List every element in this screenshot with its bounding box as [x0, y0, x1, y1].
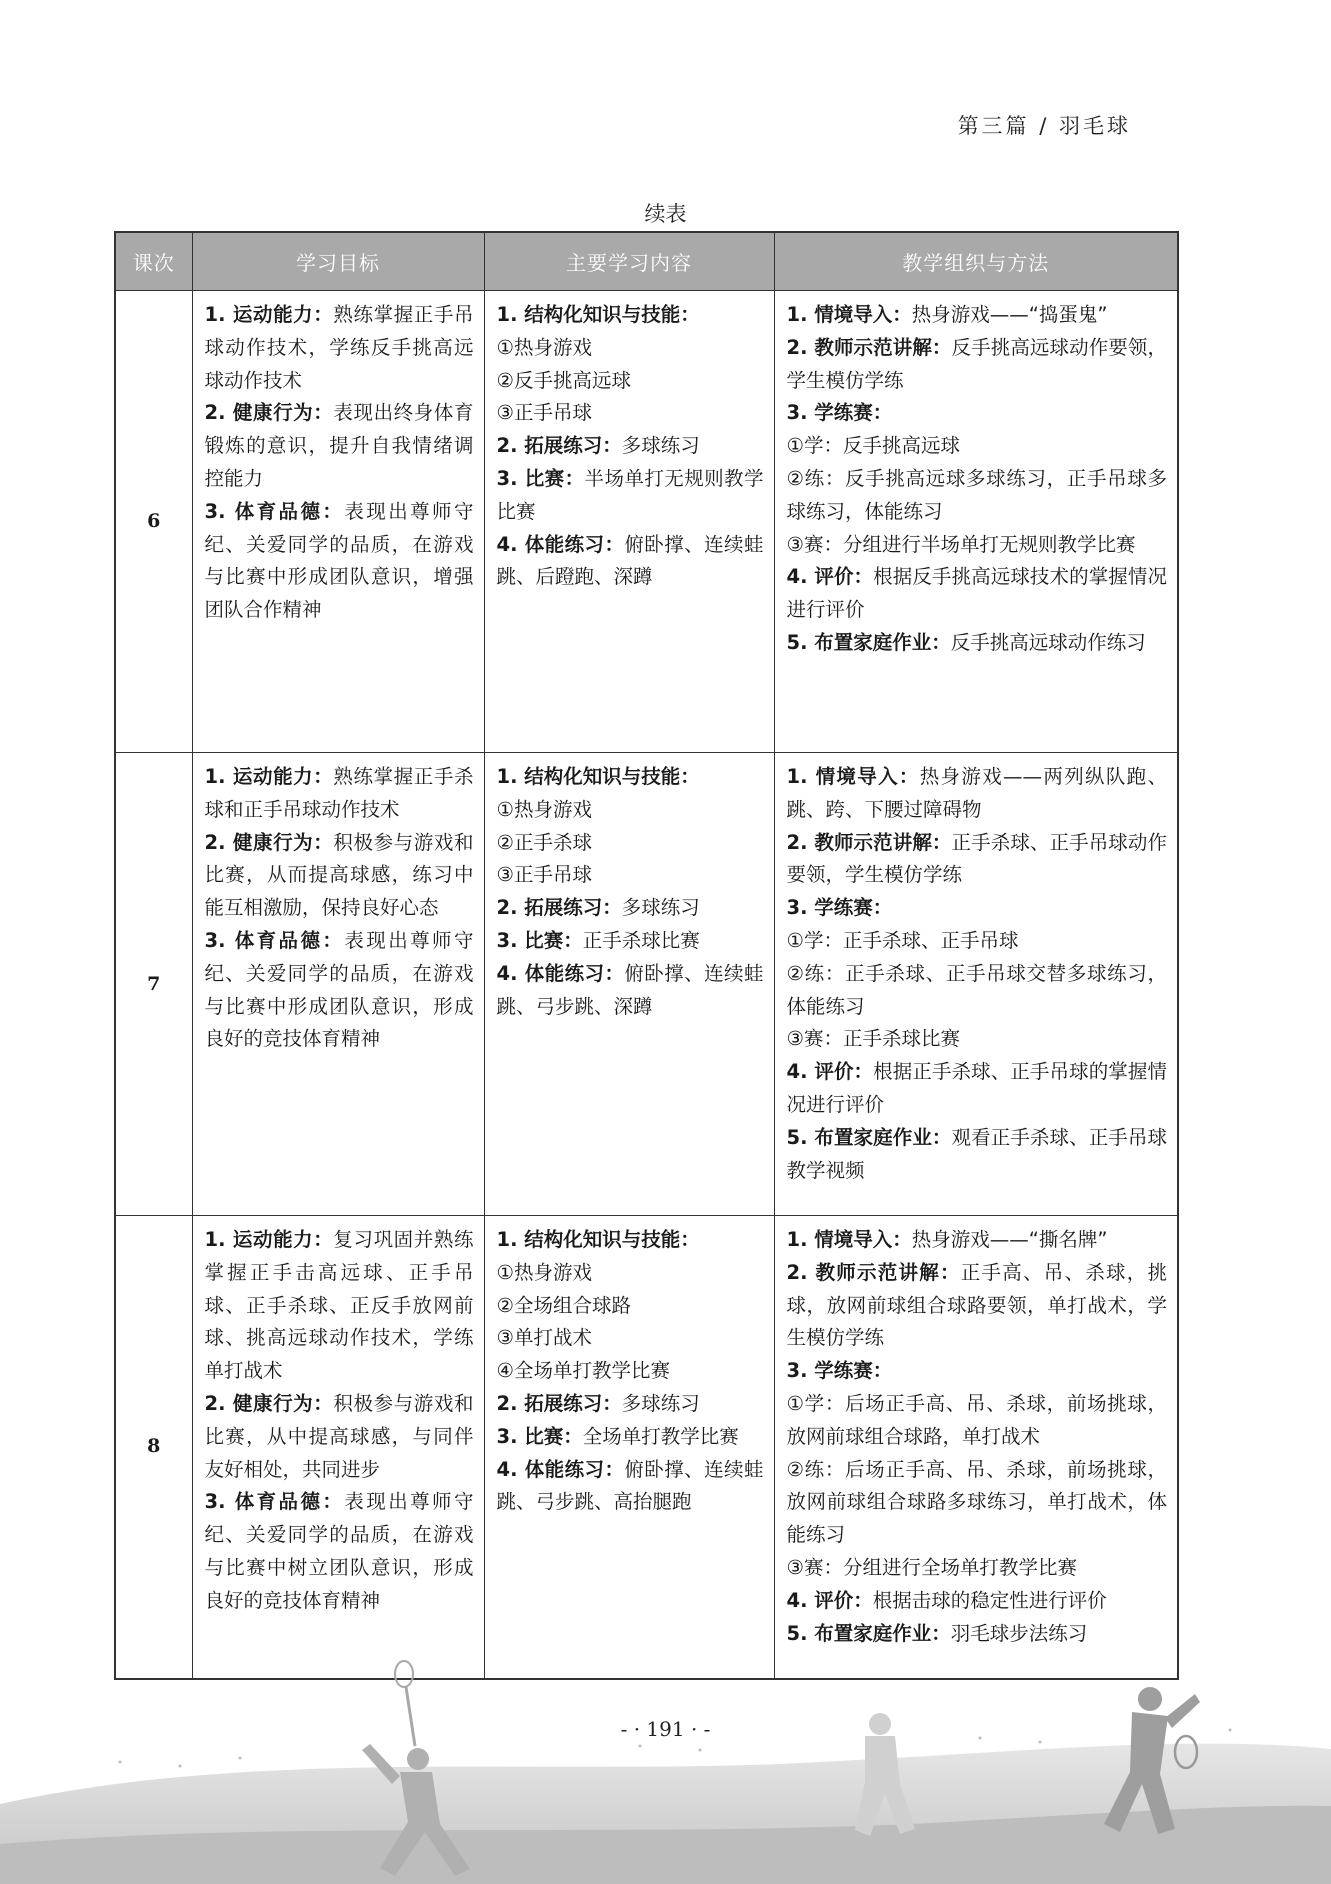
- content-item: [497, 529, 764, 595]
- methods-item-label: 4. 评价：: [786, 565, 874, 589]
- goals-item-label: 1. 运动能力：: [204, 765, 334, 788]
- methods-item-text: ③赛：分组进行半场单打无规则教学比赛: [786, 532, 1136, 556]
- content-item: [497, 332, 764, 365]
- methods-item: [787, 1122, 1168, 1188]
- goals-item-label: 1. 运动能力：: [204, 303, 334, 326]
- content-cell: [484, 753, 774, 1216]
- methods-item-label: 3. 学练赛：: [786, 896, 893, 920]
- content-item-label: 4. 体能练习：: [496, 532, 625, 556]
- goals-item-text: 表现出尊师守纪、关爱同学的品质，在游戏与比赛中树立团队意识，形成良好的竞技体育精神: [204, 1490, 474, 1612]
- methods-item-text: 根据正手杀球、正手吊球的掌握情况进行评价: [786, 1060, 1167, 1116]
- methods-item: [787, 397, 1168, 430]
- methods-item-label: 2. 教师示范讲解：: [786, 1260, 961, 1284]
- goals-item: [205, 299, 474, 397]
- goals-item: [205, 761, 474, 827]
- content-item: [497, 925, 764, 958]
- methods-item-text: ③赛：分组进行全场单打教学比赛: [786, 1555, 1077, 1579]
- methods-item-text: ②练：后场正手高、吊、杀球，前场挑球，放网前球组合球路多球练习，单打战术，体能练习: [786, 1457, 1167, 1547]
- content-item-label: 3. 比赛：: [496, 928, 583, 952]
- methods-item: [787, 1224, 1168, 1257]
- methods-item-label: 4. 评价：: [786, 1060, 874, 1084]
- content-item: [497, 1388, 764, 1421]
- methods-item: [787, 1552, 1168, 1585]
- content-item: [497, 430, 764, 463]
- content-item: [497, 463, 764, 529]
- content-item-label: 1. 结构化知识与技能：: [496, 1228, 700, 1251]
- methods-item-text: ③赛：正手杀球比赛: [786, 1027, 960, 1051]
- methods-item: [787, 892, 1168, 925]
- goals-cell: [192, 1216, 484, 1679]
- goals-item-text: 复习巩固并熟练掌握正手击高远球、正手吊球、正手杀球、正反手放网前球、挑高远球动作技术，学练单打战术: [204, 1228, 474, 1383]
- methods-item: [787, 463, 1168, 529]
- methods-item-text: 反手挑高远球动作要领，学生模仿学练: [786, 335, 1167, 392]
- content-item-text: 多球练习: [621, 896, 700, 920]
- content-item-text: 俯卧撑、连续蛙跳、弓步跳、深蹲: [496, 961, 764, 1018]
- methods-item: [787, 827, 1168, 893]
- methods-item: [787, 332, 1168, 398]
- lesson-number: 7: [115, 753, 192, 1216]
- content-item: [497, 1224, 764, 1257]
- goals-item: [205, 397, 474, 495]
- methods-item: [787, 627, 1168, 660]
- goals-cell: [192, 291, 484, 753]
- content-item-label: 3. 比赛：: [496, 466, 585, 490]
- methods-item-label: 5. 布置家庭作业：: [786, 630, 951, 654]
- methods-item-label: 4. 评价：: [786, 1588, 873, 1612]
- content-item-label: 1. 结构化知识与技能：: [496, 303, 700, 326]
- content-item-text: ①热身游戏: [496, 1260, 592, 1284]
- methods-item-label: 3. 学练赛：: [786, 1359, 893, 1383]
- content-item: [497, 859, 764, 892]
- goals-item-text: 表现出终身体育锻炼的意识，提升自我情绪调控能力: [204, 401, 474, 490]
- methods-item-text: 根据反手挑高远球技术的掌握情况进行评价: [786, 565, 1167, 622]
- table-row: [115, 291, 1178, 753]
- methods-item-text: ②练：正手杀球、正手吊球交替多球练习，体能练习: [786, 961, 1167, 1018]
- header-lesson: 课次: [115, 232, 192, 291]
- content-item: [497, 827, 764, 860]
- header-content: 主要学习内容: [484, 232, 774, 291]
- methods-item: [787, 529, 1168, 562]
- content-item-text: ①热身游戏: [496, 797, 592, 821]
- content-item-label: 2. 拓展练习：: [496, 1391, 622, 1415]
- methods-item-text: 热身游戏——“捣蛋鬼”: [911, 303, 1108, 326]
- methods-item-text: 热身游戏——两列纵队跑、跳、跨、下腰过障碍物: [786, 765, 1167, 821]
- page-number: - · 191 · -: [620, 1717, 711, 1741]
- methods-cell: [774, 753, 1178, 1216]
- methods-item: [787, 1355, 1168, 1388]
- goals-item: [205, 1388, 474, 1486]
- content-item-text: 多球练习: [621, 434, 700, 458]
- goals-item-text: 积极参与游戏和比赛，从而提高球感，练习中能互相激励，保持良好心态: [204, 830, 474, 920]
- methods-cell: [774, 1216, 1178, 1679]
- header-goals: 学习目标: [192, 232, 484, 291]
- content-item-text: 俯卧撑、连续蛙跳、弓步跳、高抬腿跑: [496, 1457, 764, 1514]
- methods-item-label: 2. 教师示范讲解：: [786, 830, 952, 854]
- methods-item: [787, 1023, 1168, 1056]
- content-item-text: ②反手挑高远球: [496, 368, 631, 392]
- methods-item-label: 5. 布置家庭作业：: [786, 1125, 952, 1149]
- methods-item-text: 根据击球的稳定性进行评价: [872, 1588, 1107, 1612]
- goals-item: [205, 1224, 474, 1388]
- content-item: [497, 365, 764, 398]
- methods-item-text: 正手高、吊、杀球，挑球，放网前球组合球路要领，单打战术，学生模仿学练: [786, 1260, 1167, 1350]
- methods-item-label: 1. 情境导入：: [786, 303, 912, 326]
- content-item-text: ②全场组合球路: [496, 1293, 631, 1317]
- content-item-text: 俯卧撑、连续蛙跳、后蹬跑、深蹲: [496, 532, 764, 589]
- content-item: [497, 1421, 764, 1454]
- table-header-row: [115, 232, 1178, 291]
- goals-item-label: 3. 体育品德：: [204, 499, 345, 523]
- content-item-label: 1. 结构化知识与技能：: [496, 765, 700, 788]
- methods-item-text: 羽毛球步法练习: [950, 1621, 1088, 1645]
- content-item: [497, 1355, 764, 1388]
- methods-item-label: 2. 教师示范讲解：: [786, 335, 952, 359]
- goals-item-text: 熟练掌握正手杀球和正手吊球动作技术: [204, 765, 474, 821]
- methods-item: [787, 1056, 1168, 1122]
- lesson-plan-table: [114, 231, 1179, 1680]
- table-caption: 续表: [644, 202, 687, 226]
- content-item-text: 全场单打教学比赛: [582, 1424, 739, 1448]
- goals-item: [205, 496, 474, 627]
- content-item-text: ③正手吊球: [496, 401, 592, 425]
- content-item: [497, 397, 764, 430]
- methods-item-text: 热身游戏——“撕名牌”: [911, 1228, 1108, 1251]
- content-item-text: 正手杀球比赛: [582, 928, 700, 952]
- methods-cell: [774, 291, 1178, 753]
- content-item: [497, 794, 764, 827]
- goals-item: [205, 827, 474, 925]
- goals-item-label: 2. 健康行为：: [204, 830, 334, 854]
- content-item: [497, 958, 764, 1024]
- content-item: [497, 299, 764, 332]
- methods-item-text: ①学：后场正手高、吊、杀球，前场挑球，放网前球组合球路，单打战术: [786, 1391, 1167, 1448]
- goals-item-text: 表现出尊师守纪、关爱同学的品质，在游戏与比赛中形成团队意识，增强团队合作精神: [204, 499, 474, 622]
- methods-item: [787, 1585, 1168, 1618]
- goals-item-text: 表现出尊师守纪、关爱同学的品质，在游戏与比赛中形成团队意识，形成良好的竞技体育精神: [204, 928, 474, 1051]
- content-item-text: ③单打战术: [496, 1326, 592, 1350]
- badminton-footer-decoration: [0, 1654, 1331, 1884]
- methods-item-text: 反手挑高远球动作练习: [950, 630, 1146, 654]
- methods-item: [787, 430, 1168, 463]
- methods-item-label: 1. 情境导入：: [786, 765, 920, 788]
- methods-item: [787, 561, 1168, 627]
- methods-item: [787, 1388, 1168, 1454]
- content-item: [497, 1322, 764, 1355]
- lesson-number: 8: [115, 1216, 192, 1679]
- content-item-label: 2. 拓展练习：: [496, 434, 622, 458]
- methods-item-text: ①学：正手杀球、正手吊球: [786, 928, 1019, 952]
- content-item-label: 4. 体能练习：: [496, 1457, 625, 1481]
- methods-item-text: 观看正手杀球、正手吊球教学视频: [786, 1125, 1167, 1182]
- content-item: [497, 761, 764, 794]
- content-item-label: 2. 拓展练习：: [496, 896, 622, 920]
- methods-item-label: 3. 学练赛：: [786, 401, 893, 425]
- methods-item-text: ①学：反手挑高远球: [786, 434, 960, 458]
- goals-item-label: 2. 健康行为：: [204, 401, 334, 425]
- content-item-text: 多球练习: [621, 1391, 700, 1415]
- goals-cell: [192, 753, 484, 1216]
- content-item-text: ②正手杀球: [496, 830, 592, 854]
- content-item-label: 4. 体能练习：: [496, 961, 625, 985]
- content-item-text: 半场单打无规则教学比赛: [496, 466, 764, 523]
- content-item: [497, 1454, 764, 1520]
- header-methods: 教学组织与方法: [774, 232, 1178, 291]
- lesson-number: 6: [115, 291, 192, 753]
- methods-item-text: 正手杀球、正手吊球动作要领，学生模仿学练: [786, 830, 1167, 887]
- goals-item: [205, 925, 474, 1056]
- content-item: [497, 1257, 764, 1290]
- methods-item-text: ②练：反手挑高远球多球练习，正手吊球多球练习，体能练习: [786, 466, 1167, 523]
- content-cell: [484, 1216, 774, 1679]
- content-item: [497, 892, 764, 925]
- methods-item: [787, 1454, 1168, 1552]
- content-cell: [484, 291, 774, 753]
- methods-item-label: 5. 布置家庭作业：: [786, 1621, 951, 1645]
- table-row: [115, 1216, 1178, 1679]
- content-item-text: ④全场单打教学比赛: [496, 1359, 670, 1383]
- methods-item-label: 1. 情境导入：: [786, 1228, 912, 1251]
- methods-item: [787, 925, 1168, 958]
- running-head: 第三篇 / 羽毛球: [957, 114, 1131, 138]
- goals-item-label: 2. 健康行为：: [204, 1391, 334, 1415]
- content-item-label: 3. 比赛：: [496, 1424, 583, 1448]
- table-row: [115, 753, 1178, 1216]
- methods-item: [787, 299, 1168, 332]
- methods-item: [787, 761, 1168, 827]
- goals-item-label: 3. 体育品德：: [204, 1490, 345, 1514]
- methods-item: [787, 1618, 1168, 1651]
- goals-item-text: 熟练掌握正手吊球动作技术，学练反手挑高远球动作技术: [204, 303, 474, 392]
- content-item-text: ③正手吊球: [496, 863, 592, 887]
- content-item: [497, 1290, 764, 1323]
- goals-item-text: 积极参与游戏和比赛，从中提高球感，与同伴友好相处，共同进步: [204, 1391, 474, 1481]
- goals-item-label: 3. 体育品德：: [204, 928, 345, 952]
- methods-item: [787, 958, 1168, 1024]
- content-item-text: ①热身游戏: [496, 335, 592, 359]
- methods-item: [787, 1257, 1168, 1355]
- goals-item-label: 1. 运动能力：: [204, 1228, 334, 1251]
- goals-item: [205, 1486, 474, 1617]
